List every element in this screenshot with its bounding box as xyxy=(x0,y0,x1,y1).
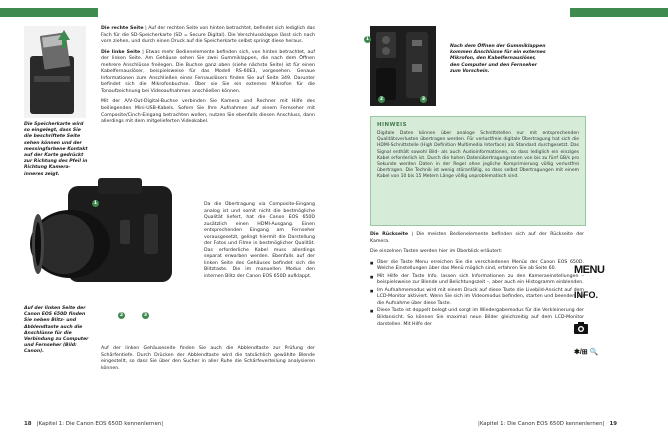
list-item: ■ Im Aufnahmemodus wird mit einem Druck auf diese Taste die Livebild-Ansicht auf dem LCD-Monitor aktiviert. Wenn Sie sich im Videomodus befinden, starten und beenden Sie die Aufnahme über diese Taste. xyxy=(370,288,584,308)
list-item: ■ Mit Hilfe der Taste Info. lassen sich Informationen zu den Kameraeinstellungen – beispielsweise zur Blende und Belichtungszeit –, aber auch ein Histogramm einblenden. xyxy=(370,274,584,287)
callout-1: 1 xyxy=(93,201,98,206)
list-intro: Die einzelnen Tasten werden hier im Überblick erläutert: xyxy=(370,249,503,255)
caption-ports: Nach dem Öffnen der Gummiklappen kommen Anschlüsse für ein externes Mikrofon, den Kabelfernauslöser, den Computer und den Fernseher zum Vorschein. xyxy=(450,44,546,74)
note-title: HINWEIS xyxy=(377,122,408,128)
callout-r3: 3 xyxy=(421,97,426,102)
footer-chapter-right: Kapitel 1: Die Canon EOS 650D kennenlernen xyxy=(479,421,603,427)
header-accent-bar-right xyxy=(570,8,668,17)
av-text: Mit der A/V-Out-Digital-Buchse verbinden Sie Kamera und Rechner mit Hilfe des beiliegenden Mini-USB-Kabels. Sofern Sie Ihre Aufnahmen auf einem Fernseher mit Composite/Cinch-Eingang betrachten wollen, nutzen Sie ebenfalls diesen Anschluss, dann allerdings mit dem mitgelieferten Videokabel. xyxy=(101,99,315,125)
left-side-text: Etwas mehr Bedienelemente befinden sich, von hinten betrachtet, auf der linken Seite. Am Gehäuse sehen Sie zwei Gummiklappen, die nach dem Öffnen mehrere Anschlüsse freilegen. Die Buchse ganz oben (siehe nächste Seite) ist für einen Kabelfernauslöser, beispielsweise für das Modell RS-60E3, vorgesehen. Genaue Informationen zum Anschließen eines Fernauslösers finden Sie auf Seite 349. Darunter befindet sich die Mikrofonbuchse. Über sie Sie ein externes Mikrofon für die Tonaufzeichnung bei Videoaufnahmen anschließen können. xyxy=(101,49,315,94)
heading-right-side: Die rechte Seite xyxy=(101,26,144,31)
sdcard-photo xyxy=(24,26,86,118)
left-body-top: Die rechte Seite | Auf der rechten Seite von hinten betrachtet, befindet sich lediglich das Fach für die SD-Speicherkarte (SD = Secure Digital). Die Verschlussklappe lässt sich nach vorn ziehen, und durch einen Druck auf die Speicherkarte selbst springt diese heraus. Die linke Seite | Etwas mehr Bedienelemente befinden sich, von hinten betrachtet, auf der linken Seite. Am Gehäuse sehen Sie zwei Gummiklappen, die nach dem Öffnen mehrere Anschlüsse freilegen. Die Buchse ganz oben (siehe nächste Seite) ist für einen Kabelfernauslöser, beispielsweise für das Modell RS-60E3, vorgesehen. Genaue Informationen zum Anschließen eines Fernauslösers finden Sie auf Seite 349. Darunter befindet sich die Mikrofonbuchse. Über sie Sie ein externes Mikrofon für die Tonaufzeichnung bei Videoaufnahmen anschließen können. Mit der A/V-Out-Digital-Buchse verbinden Sie Kamera und Rechner mit Hilfe des beiliegenden Mini-USB-Kabels. Sofern Sie Ihre Aufnahmen auf einem Fernseher mit Composite/Cinch-Eingang betrachten wollen, nutzen Sie ebenfalls diesen Anschluss, dann allerdings mit dem mitgelieferten Videokabel. xyxy=(101,26,315,125)
heading-back-side: Die Rückseite xyxy=(370,232,409,237)
right-page xyxy=(334,0,668,440)
note-box xyxy=(370,116,586,226)
right-side-text: Auf der rechten Seite von hinten betrachtet, befindet sich lediglich das Fach für die SD-Speicherkarte (SD = Secure Digital). Die Verschlussklappe lässt sich nach vorn ziehen, und durch einen Druck auf die Speicherkarte selbst springt diese heraus. xyxy=(101,26,315,45)
caption-sdcard: Die Speicherkarte wird so eingelegt, dass Sie die beschriftete Seite sehen können und der messingfarbene Kontakt auf der Karte gedrückt zur Richtung des Pfeil in Richtung Kamera- inneres zeigt. xyxy=(24,122,88,177)
list-item: ■ Über die Taste Menu erreichen Sie die verschiedenen Menüs der Canon EOS 650D. Welche Einstellungen über das Menü möglich sind, erfahren Sie ab Seite 60. xyxy=(370,260,584,273)
button-list xyxy=(370,260,584,328)
hdmi-text: Da die Übertragung via Composite-Eingang analog ist und somit nicht die bestmögliche Qualität liefert, hat die Canon EOS 650D zusätzlich einen HDMI-Ausgang. Einen entsprechenden Eingang am Fernseher vorausgesetzt, gelingt hiermit die Darstellung der Fotos und Filme in bestmöglicher Qualität. Das erforderliche Kabel muss allerdings separat erworben werden. Ebenfalls auf der linken Seite des Gehäuses befindet sich die Blitztaste. Die im manuellen Modus den internen Blitz der Canon EOS 650D aufklappt. xyxy=(204,202,315,280)
left-footer: 18 |Kapitel 1: Die Canon EOS 650D kennenlernen| xyxy=(24,421,164,427)
callout-2: 2 xyxy=(119,313,124,318)
heading-left-side: Die linke Seite xyxy=(101,49,141,55)
ae-lock-zoom-icon: ✱/⊞ 🔍 xyxy=(574,349,599,356)
callout-r1: 1 xyxy=(365,37,370,42)
camera-left-side-photo xyxy=(24,176,174,298)
page-number-left: 18 xyxy=(24,421,32,427)
camera-liveview-icon xyxy=(574,322,588,334)
caption-left-side: Auf der linken Seite der Canon EOS 650D finden Sie neben Blitz- und Abblendtaste auch die Anschlüsse für die Verbindung zu Computer und Fernseher (Bild: Canon). xyxy=(24,306,89,355)
right-footer: |Kapitel 1: Die Canon EOS 650D kennenlernen| 19 xyxy=(478,421,618,427)
ports-photo xyxy=(370,26,436,106)
callout-3: 3 xyxy=(143,313,148,318)
abblend-text: Auf der linken Gehäuseseite finden Sie auch die Abblendtaste zur Prüfung der Schärfentiefe. Durch Drücken der Abblendtaste wird die tatsächlich gewählte Blende eingestellt, so dass Sie über den Sucher in aller Ruhe die Schärfeverteilung analysieren können. xyxy=(101,346,315,371)
back-side-text: Die meisten Bedienelemente befinden sich auf der Rückseite der Kamera. xyxy=(370,232,585,244)
footer-chapter-left: Kapitel 1: Die Canon EOS 650D kennenlernen xyxy=(38,421,162,427)
menu-button-icon: MENU xyxy=(574,264,605,276)
note-text: Digitale Daten können über analoge Schnittstellen nur mit entsprechenden Qualitätsverlusten übertragen werden. Für verlustfreie digitale Übertragung hat sich die HDMI-Schnittstelle (High Definition Multimedia Interface) als Standard durchgesetzt. Das Signal enthält sowohl Bild- als auch Audioinformationen, so dass lediglich ein einziges Kabel erforderlich ist. Durch die hohen Datenübertragungsraten von bis zu fünf GB/s pro Sekunde werden Daten in der Regel ohne jegliche Komprimierung völlig verlustfrei übertragen. Die Technik ist wenig störanfällig, so dass selbst Übertragungen mit einem Kabel von 10 bis 15 Metern Länge völlig unproblematisch sind. xyxy=(377,131,579,180)
list-item: ■ Diese Taste ist doppelt belegt und sorgt im Wiedergabemodus für die Verkleinerung der Bildansicht. So können Sie maximal neun Bilder gleichzeitig auf dem LCD-Monitor darstellen. Mit Hilfe der xyxy=(370,308,584,328)
info-button-icon: INFO. xyxy=(574,290,598,300)
header-accent-bar xyxy=(0,8,98,17)
right-body: Die Rückseite | Die meisten Bedienelemente befinden sich auf der Rückseite der Kamera. Die einzelnen Tasten werden hier im Überblick erläutert: ■ Über die Taste Menu erreichen Sie die verschiedenen Menüs der Canon EOS 650D. Welche Einstellungen über das Menü möglich sind, erfahren Sie ab Seite 60. ■ Mit Hilfe der Taste Info. lassen sich Informationen zu den Kameraeinstellungen – beispielsweise zur Blende und Belichtungszeit –, aber auch ein Histogramm einblenden. ■ Im Aufnahmemodus wird mit einem Druck auf diese Taste die Livebild-Ansicht auf dem LCD-Monitor aktiviert. Wenn Sie sich im Videomodus befinden, starten und beenden Sie die Aufnahme über diese Taste. ■ Diese Taste ist doppelt belegt und sorgt im Wiedergabemodus für die Verkleinerung der Bildansicht. So können Sie maximal neun Bilder gleichzeitig auf dem LCD-Monitor darstellen. Mit Hilfe der xyxy=(370,232,584,329)
callout-r2: 2 xyxy=(379,97,384,102)
page-number-right: 19 xyxy=(609,421,618,427)
